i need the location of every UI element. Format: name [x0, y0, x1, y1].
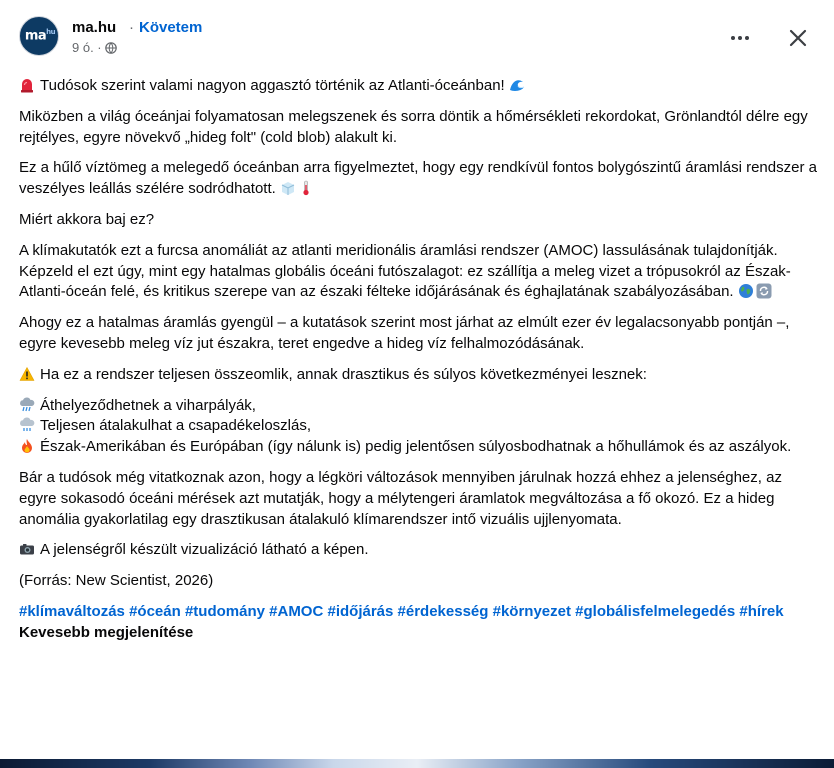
hashtag-link[interactable]: #klímaváltozás [19, 602, 125, 620]
list-item: Áthelyeződhetnek a viharpályák, [19, 397, 256, 414]
hashtag-link[interactable]: #óceán [129, 602, 181, 620]
hashtag-link[interactable]: #globálisfelmelegedés [575, 602, 736, 620]
avatar-logo: $ma^{hu}$ [24, 28, 56, 44]
follow-button[interactable]: Követem [139, 19, 203, 36]
globe-icon [105, 42, 117, 54]
post-body [19, 76, 819, 654]
post-header [0, 0, 834, 70]
storm-cloud-icon [19, 397, 35, 413]
alarm-light-icon [19, 77, 35, 93]
thermometer-icon [298, 180, 314, 196]
paragraph-question: Miért akkora baj ez? [19, 210, 155, 228]
more-options-icon [731, 36, 735, 40]
camera-icon [19, 541, 35, 557]
paragraph-3: Ez a hűlő víztömeg a melegedő óceánban arra figyelmeztet, hogy egy rendkívül fontos bolygószintű áramlási rendszer a veszélyes leállás szélére sodródhatott. [19, 159, 817, 198]
list-item: Észak-Amerikában és Európában (így nálunk is) pedig jelentősen súlyosbodhatnak a hőhullámok és az aszályok. [19, 438, 791, 455]
post-timestamp[interactable]: 9 ó. · [72, 40, 102, 55]
post-image[interactable] [0, 759, 834, 768]
hashtag-link[interactable]: #tudomány [184, 602, 265, 620]
wave-icon [509, 77, 525, 93]
hashtag-link[interactable]: #érdekesség [397, 602, 489, 620]
paragraph-source: (Forrás: New Scientist, 2026) [19, 572, 214, 590]
paragraph-5: A klímakutatók ezt a furcsa anomáliát az atlanti meridionális áramlási rendszer (AMOC) lassulásának tulajdonítják. Képzeld el ezt úgy, mint egy hatalmas globális óceáni futószalagot: ez szállítja a meleg vizet a trópusokról az Észak-Atlanti-óceán felé, és kritikus szerepe van az északi félteke időjárásának és éghajlatának szabályozásában. [19, 241, 791, 301]
paragraph-intro: Tudósok szerint valami nagyon aggasztó történik az Atlanti-óceánban! [19, 76, 819, 97]
warning-icon [19, 366, 35, 382]
page-avatar[interactable] [19, 16, 59, 56]
paragraph-8: Bár a tudósok még vitatkoznak azon, hogy a légköri változások mennyiben járulnak hozzá ehhez a jelenséghez, az egyre sokasodó óceáni mérések azt mutatják, hogy a mélytengeri áramlatok megváltozása a fő okozó. Ez a hideg anomália gyakorlatilag egy drasztikusan átalakuló klímarendszer intő vizuális ujjlenyomata. [19, 468, 782, 528]
name-separator: · [129, 19, 134, 36]
close-icon[interactable] [782, 22, 814, 54]
hashtag-list [19, 602, 819, 644]
rain-cloud-icon [19, 417, 35, 433]
hashtag-link[interactable]: #időjárás [327, 602, 394, 620]
paragraph-warning: Ha ez a rendszer teljesen összeomlik, annak drasztikus és súlyos következményei lesznek: [19, 365, 819, 386]
more-options-button[interactable] [724, 22, 756, 54]
paragraph-2: Miközben a világ óceánjai folyamatosan melegszenek és sorra döntik a hőmérsékleti rekordokat, Grönlandtól délre egy rejtélyes, egyre növekvő „hideg folt" (cold blob) alakult ki. [19, 107, 808, 146]
cycle-arrows-icon [756, 283, 772, 299]
earth-globe-icon [738, 283, 754, 299]
hashtag-link[interactable]: #hírek [739, 602, 784, 620]
hashtag-link[interactable]: #AMOC [269, 602, 324, 620]
paragraph-camera: A jelenségről készült vizualizáció látható a képen. [19, 540, 819, 561]
paragraph-6: Ahogy ez a hatalmas áramlás gyengül – a kutatások szerint most járhat az elmúlt ezer év legalacsonyabb pontján –, egyre kevesebb meleg víz jut északra, teret engedve a hideg víz felhalmozódásának. [19, 314, 790, 352]
list-item: Teljesen átalakulhat a csapadékeloszlás, [19, 417, 311, 434]
post-meta [72, 40, 117, 55]
see-less-button[interactable]: Kevesebb megjelenítése [19, 623, 194, 641]
consequence-list [19, 396, 819, 458]
page-name-link[interactable]: ma.hu [72, 19, 117, 36]
fire-icon [19, 438, 35, 454]
hashtag-link[interactable]: #környezet [492, 602, 571, 620]
ice-cube-icon [280, 180, 296, 196]
